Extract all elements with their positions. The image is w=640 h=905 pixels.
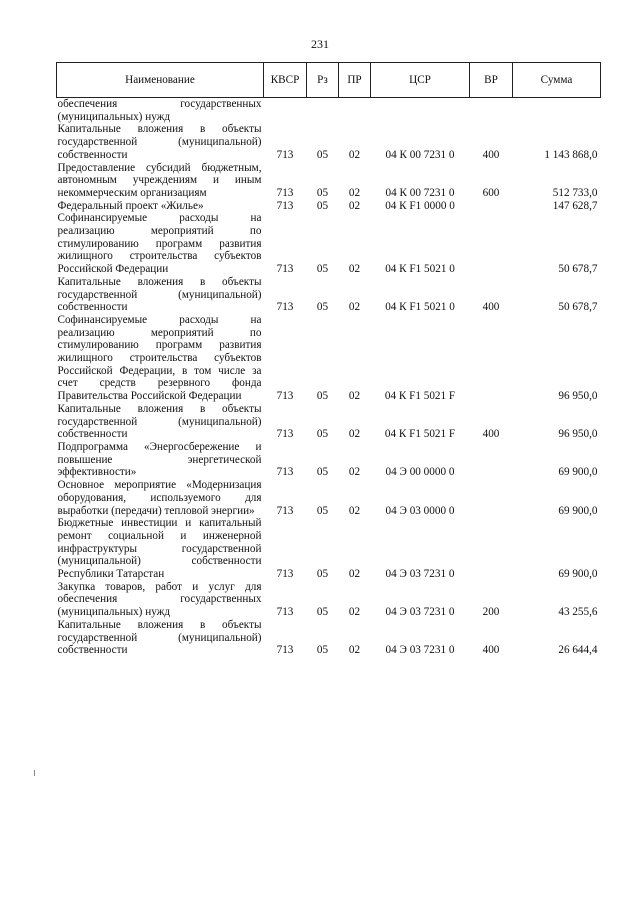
cell-pr: 02 [348, 301, 361, 314]
cell-rz: 05 [316, 390, 329, 403]
cell-name: Капитальные вложения в объекты государственной (муниципальной) собственности [57, 123, 262, 161]
cell-name: Федеральный проект «Жилье» [57, 199, 204, 212]
cell-rz: 05 [316, 568, 329, 581]
cell-sum: 96 950,0 [558, 390, 598, 403]
budget-table [56, 62, 601, 657]
cell-rz: 05 [316, 644, 329, 657]
cell-rz: 05 [316, 186, 329, 199]
cell-csr: 04 Э 00 0000 0 [385, 466, 455, 479]
cell-kvsr: 713 [276, 301, 294, 314]
cell-name: Основное мероприятие «Модернизация оборудования, используемого для выработки (передачи) тепловой энергии» [57, 479, 262, 517]
cell-vr: 600 [482, 186, 500, 199]
cell-rz: 05 [316, 428, 329, 441]
table-row [57, 212, 601, 276]
cell-sum [513, 98, 601, 124]
cell-pr: 02 [348, 428, 361, 441]
table-row [57, 200, 601, 213]
cell-name: Капитальные вложения в объекты государственной (муниципальной) собственности [57, 618, 262, 657]
cell-vr [470, 441, 513, 479]
table-row [57, 479, 601, 517]
cell-kvsr: 713 [276, 644, 294, 657]
table-row [57, 517, 601, 581]
cell-csr: 04 Э 03 7231 0 [385, 568, 455, 581]
cell-rz: 05 [316, 199, 329, 212]
cell-name: Закупка товаров, работ и услуг для обеспечения государственных (муниципальных) нужд [57, 580, 262, 619]
cell-sum: 69 900,0 [558, 568, 598, 581]
cell-kvsr [264, 98, 307, 124]
cell-name: Предоставление субсидий бюджетным, автономным учреждениям и иным некоммерческим организациям [57, 161, 262, 199]
cell-name: Капитальные вложения в объекты государственной (муниципальной) собственности [57, 402, 262, 441]
table-row [57, 403, 601, 441]
cell-name: Софинансируемые расходы на реализацию мероприятий по стимулированию программ развития жилищного строительства субъектов Российской Федерации [57, 212, 262, 276]
cell-name: Капитальные вложения в объекты государственной (муниципальной) собственности [57, 275, 262, 314]
cell-pr: 02 [348, 504, 361, 517]
cell-name: Подпрограмма «Энергосбережение и повышение энергетической эффективности» [57, 440, 262, 479]
cell-kvsr: 713 [276, 199, 294, 212]
cell-rz: 05 [316, 606, 329, 619]
cell-sum: 69 900,0 [558, 466, 598, 479]
header-sum: Сумма [513, 63, 601, 98]
cell-csr: 04 К 00 7231 0 [385, 148, 455, 161]
cell-rz: 05 [316, 263, 329, 276]
cell-kvsr: 713 [276, 504, 294, 517]
cell-sum: 50 678,7 [558, 301, 598, 314]
cell-pr: 02 [348, 644, 361, 657]
cell-vr: 200 [482, 606, 500, 619]
cell-vr [470, 212, 513, 276]
header-vr: ВР [470, 63, 513, 98]
cell-name: обеспечения государственных (муниципальных) нужд [57, 98, 262, 123]
cell-sum: 69 900,0 [558, 504, 598, 517]
cell-pr: 02 [348, 568, 361, 581]
cell-csr: 04 К F1 0000 0 [385, 199, 455, 212]
cell-pr: 02 [348, 148, 361, 161]
cell-csr: 04 Э 03 0000 0 [385, 504, 455, 517]
cell-sum: 512 733,0 [552, 186, 598, 199]
cell-vr [470, 98, 513, 124]
cell-vr: 400 [482, 644, 500, 657]
cell-csr: 04 К F1 5021 F [384, 390, 456, 403]
header-kvsr: КВСР [264, 63, 307, 98]
cell-pr: 02 [348, 390, 361, 403]
cell-name: Бюджетные инвестиции и капитальный ремонт социальной и инженерной инфраструктуры государственной (муниципальной) собственности Республики Татарстан [57, 517, 262, 581]
page-number: 231 [311, 37, 329, 51]
cell-csr: 04 К F1 5021 0 [385, 301, 455, 314]
table-row [57, 123, 601, 161]
cell-kvsr: 713 [276, 390, 294, 403]
cell-vr [470, 479, 513, 517]
header-csr: ЦСР [371, 63, 470, 98]
cell-sum: 96 950,0 [558, 428, 598, 441]
table-row [57, 314, 601, 403]
cell-pr: 02 [348, 466, 361, 479]
cell-vr [470, 200, 513, 213]
cell-kvsr: 713 [276, 428, 294, 441]
cell-vr [470, 517, 513, 581]
cell-csr: 04 К 00 7231 0 [385, 186, 455, 199]
cell-csr: 04 Э 03 7231 0 [385, 644, 455, 657]
table-header-row [57, 63, 601, 98]
cell-rz [307, 98, 339, 124]
cell-pr: 02 [348, 186, 361, 199]
cell-kvsr: 713 [276, 186, 294, 199]
cell-kvsr: 713 [276, 606, 294, 619]
cell-rz: 05 [316, 466, 329, 479]
cell-pr: 02 [348, 606, 361, 619]
cell-csr: 04 К F1 5021 0 [385, 263, 455, 276]
cell-kvsr: 713 [276, 466, 294, 479]
cell-kvsr: 713 [276, 263, 294, 276]
cell-vr: 400 [482, 301, 500, 314]
table-row [57, 98, 601, 124]
header-pr: ПР [339, 63, 371, 98]
cell-csr: 04 К F1 5021 F [384, 428, 456, 441]
cell-kvsr: 713 [276, 568, 294, 581]
cell-rz: 05 [316, 148, 329, 161]
table-row [57, 619, 601, 657]
cell-pr [339, 98, 371, 124]
cell-vr [470, 314, 513, 403]
cell-sum: 50 678,7 [558, 263, 598, 276]
margin-mark [34, 770, 35, 776]
cell-sum: 1 143 868,0 [544, 148, 598, 161]
table-row [57, 581, 601, 619]
cell-pr: 02 [348, 199, 361, 212]
cell-name: Софинансируемые расходы на реализацию мероприятий по стимулированию программ развития жилищного строительства субъектов Российской Федерации, в том числе за счет средств резервного фонда Правительства Российской Федерации [57, 313, 262, 403]
cell-vr: 400 [482, 428, 500, 441]
cell-rz: 05 [316, 504, 329, 517]
cell-vr: 400 [482, 148, 500, 161]
table-row [57, 162, 601, 200]
cell-kvsr: 713 [276, 148, 294, 161]
cell-sum: 43 255,6 [558, 606, 598, 619]
header-name: Наименование [57, 63, 264, 98]
cell-sum: 26 644,4 [558, 644, 598, 657]
cell-rz: 05 [316, 301, 329, 314]
cell-sum: 147 628,7 [552, 199, 598, 212]
table-row [57, 441, 601, 479]
table-row [57, 276, 601, 314]
cell-pr: 02 [348, 263, 361, 276]
cell-csr [371, 98, 470, 124]
cell-csr: 04 Э 03 7231 0 [385, 606, 455, 619]
header-rz: Рз [307, 63, 339, 98]
